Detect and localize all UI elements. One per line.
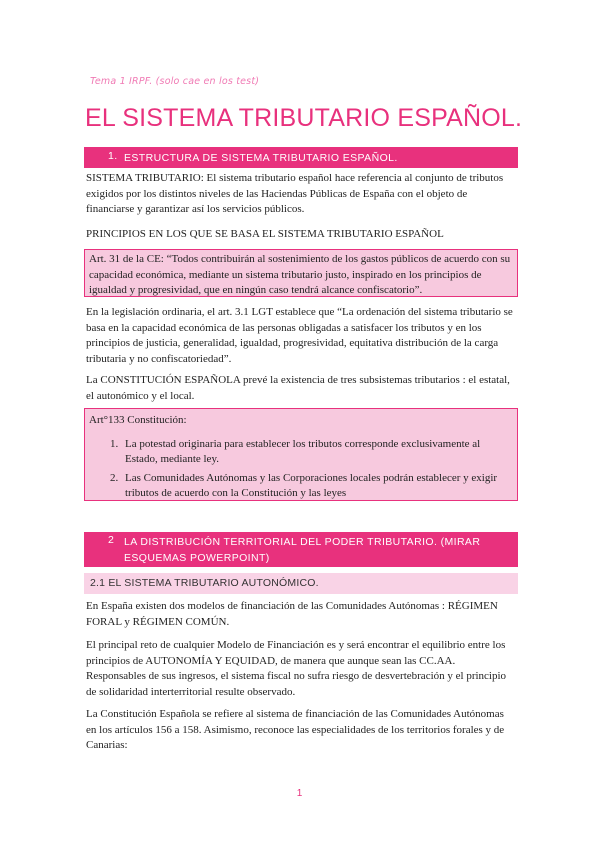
list-item: 2. Las Comunidades Autónomas y las Corporaciones locales podrán establecer y exigir tributos de acuerdo con la Constitución y las leyes bbox=[121, 471, 513, 502]
quote-box-art31: Art. 31 de la CE: “Todos contribuirán al sostenimiento de los gastos públicos de acuerdo con su capacidad económica, mediante un sistema tributario justo, inspirado en los principios de igualdad y progresividad, que en ningún caso tendrá alcance confiscatorio”. bbox=[84, 249, 518, 297]
paragraph-reto bbox=[86, 638, 516, 700]
section-2-title: LA DISTRIBUCIÓN TERRITORIAL DEL PODER TRIBUTARIO. (MIRAR ESQUEMAS POWERPOINT) bbox=[124, 536, 481, 564]
section-2-number: 2 bbox=[108, 534, 115, 546]
page-number: 1 bbox=[296, 788, 303, 799]
section-1-title: ESTRUCTURA DE SISTEMA TRIBUTARIO ESPAÑOL. bbox=[124, 152, 398, 164]
header-note: Tema 1 IRPF. (solo cae en los test) bbox=[90, 76, 260, 87]
box-heading: Art°133 Constitución: bbox=[89, 414, 187, 426]
section-1-heading bbox=[84, 147, 518, 168]
paragraph-constitucion: La CONSTITUCIÓN ESPAÑOLA prevé la existencia de tres subsistemas tributarios : el estatal, el autonómico y el local. bbox=[86, 374, 510, 402]
paragraph-lgt: En la legislación ordinaria, el art. 3.1 LGT establece que “La ordenación del sistema tributario se basa en la capacidad económica de las personas obligadas a satisfacer los tributos y en los principios de justicia, generalidad, igualdad, progresividad, equitativa distribución de la carga tributaria y no confiscatoriedad”. bbox=[86, 306, 513, 365]
subsection-2-1-heading: 2.1 EL SISTEMA TRIBUTARIO AUTONÓMICO. bbox=[84, 573, 518, 594]
list-item: 1. La potestad originaria para establecer los tributos corresponde exclusivamente al Estado, mediante ley. bbox=[121, 437, 513, 468]
page-title: EL SISTEMA TRIBUTARIO ESPAÑOL. bbox=[85, 104, 523, 132]
section-1-number: 1. bbox=[108, 150, 118, 162]
paragraph-reto-part2: Responsables de sus ingresos, el sistema fiscal no sufra riesgo de desvertebración y el principio de solidaridad interterritorial resulte observado. bbox=[86, 670, 507, 698]
paragraph-financiacion: La Constitución Española se refiere al sistema de financiación de las Comunidades Autónomas en los artículos 156 a 158. Asimismo, reconoce las especialidades de los territorios forales y de Canarias: bbox=[86, 708, 505, 751]
paragraph-reto-part1: El principal reto de cualquier Modelo de Financiación es y será encontrar el equilibrio entre los principios de AUTONOMÍA Y EQUIDAD, de manera que aunque sean las CC.AA. bbox=[86, 639, 506, 667]
paragraph-sistema-tributario: SISTEMA TRIBUTARIO: El sistema tributario español hace referencia al conjunto de tributos exigidos por los distintos niveles de las Haciendas Públicas de España con el objeto de financiarse y garantizar así los servicios públicos. bbox=[86, 172, 504, 215]
paragraph-modelos: En España existen dos modelos de financiación de las Comunidades Autónomas : RÉGIMEN FORAL y RÉGIMEN COMÚN. bbox=[86, 600, 498, 628]
principios-heading: PRINCIPIOS EN LOS QUE SE BASA EL SISTEMA TRIBUTARIO ESPAÑOL bbox=[86, 228, 444, 240]
section-2-heading bbox=[84, 532, 518, 567]
quote-box-art133 bbox=[84, 408, 518, 501]
article-list bbox=[89, 437, 513, 502]
